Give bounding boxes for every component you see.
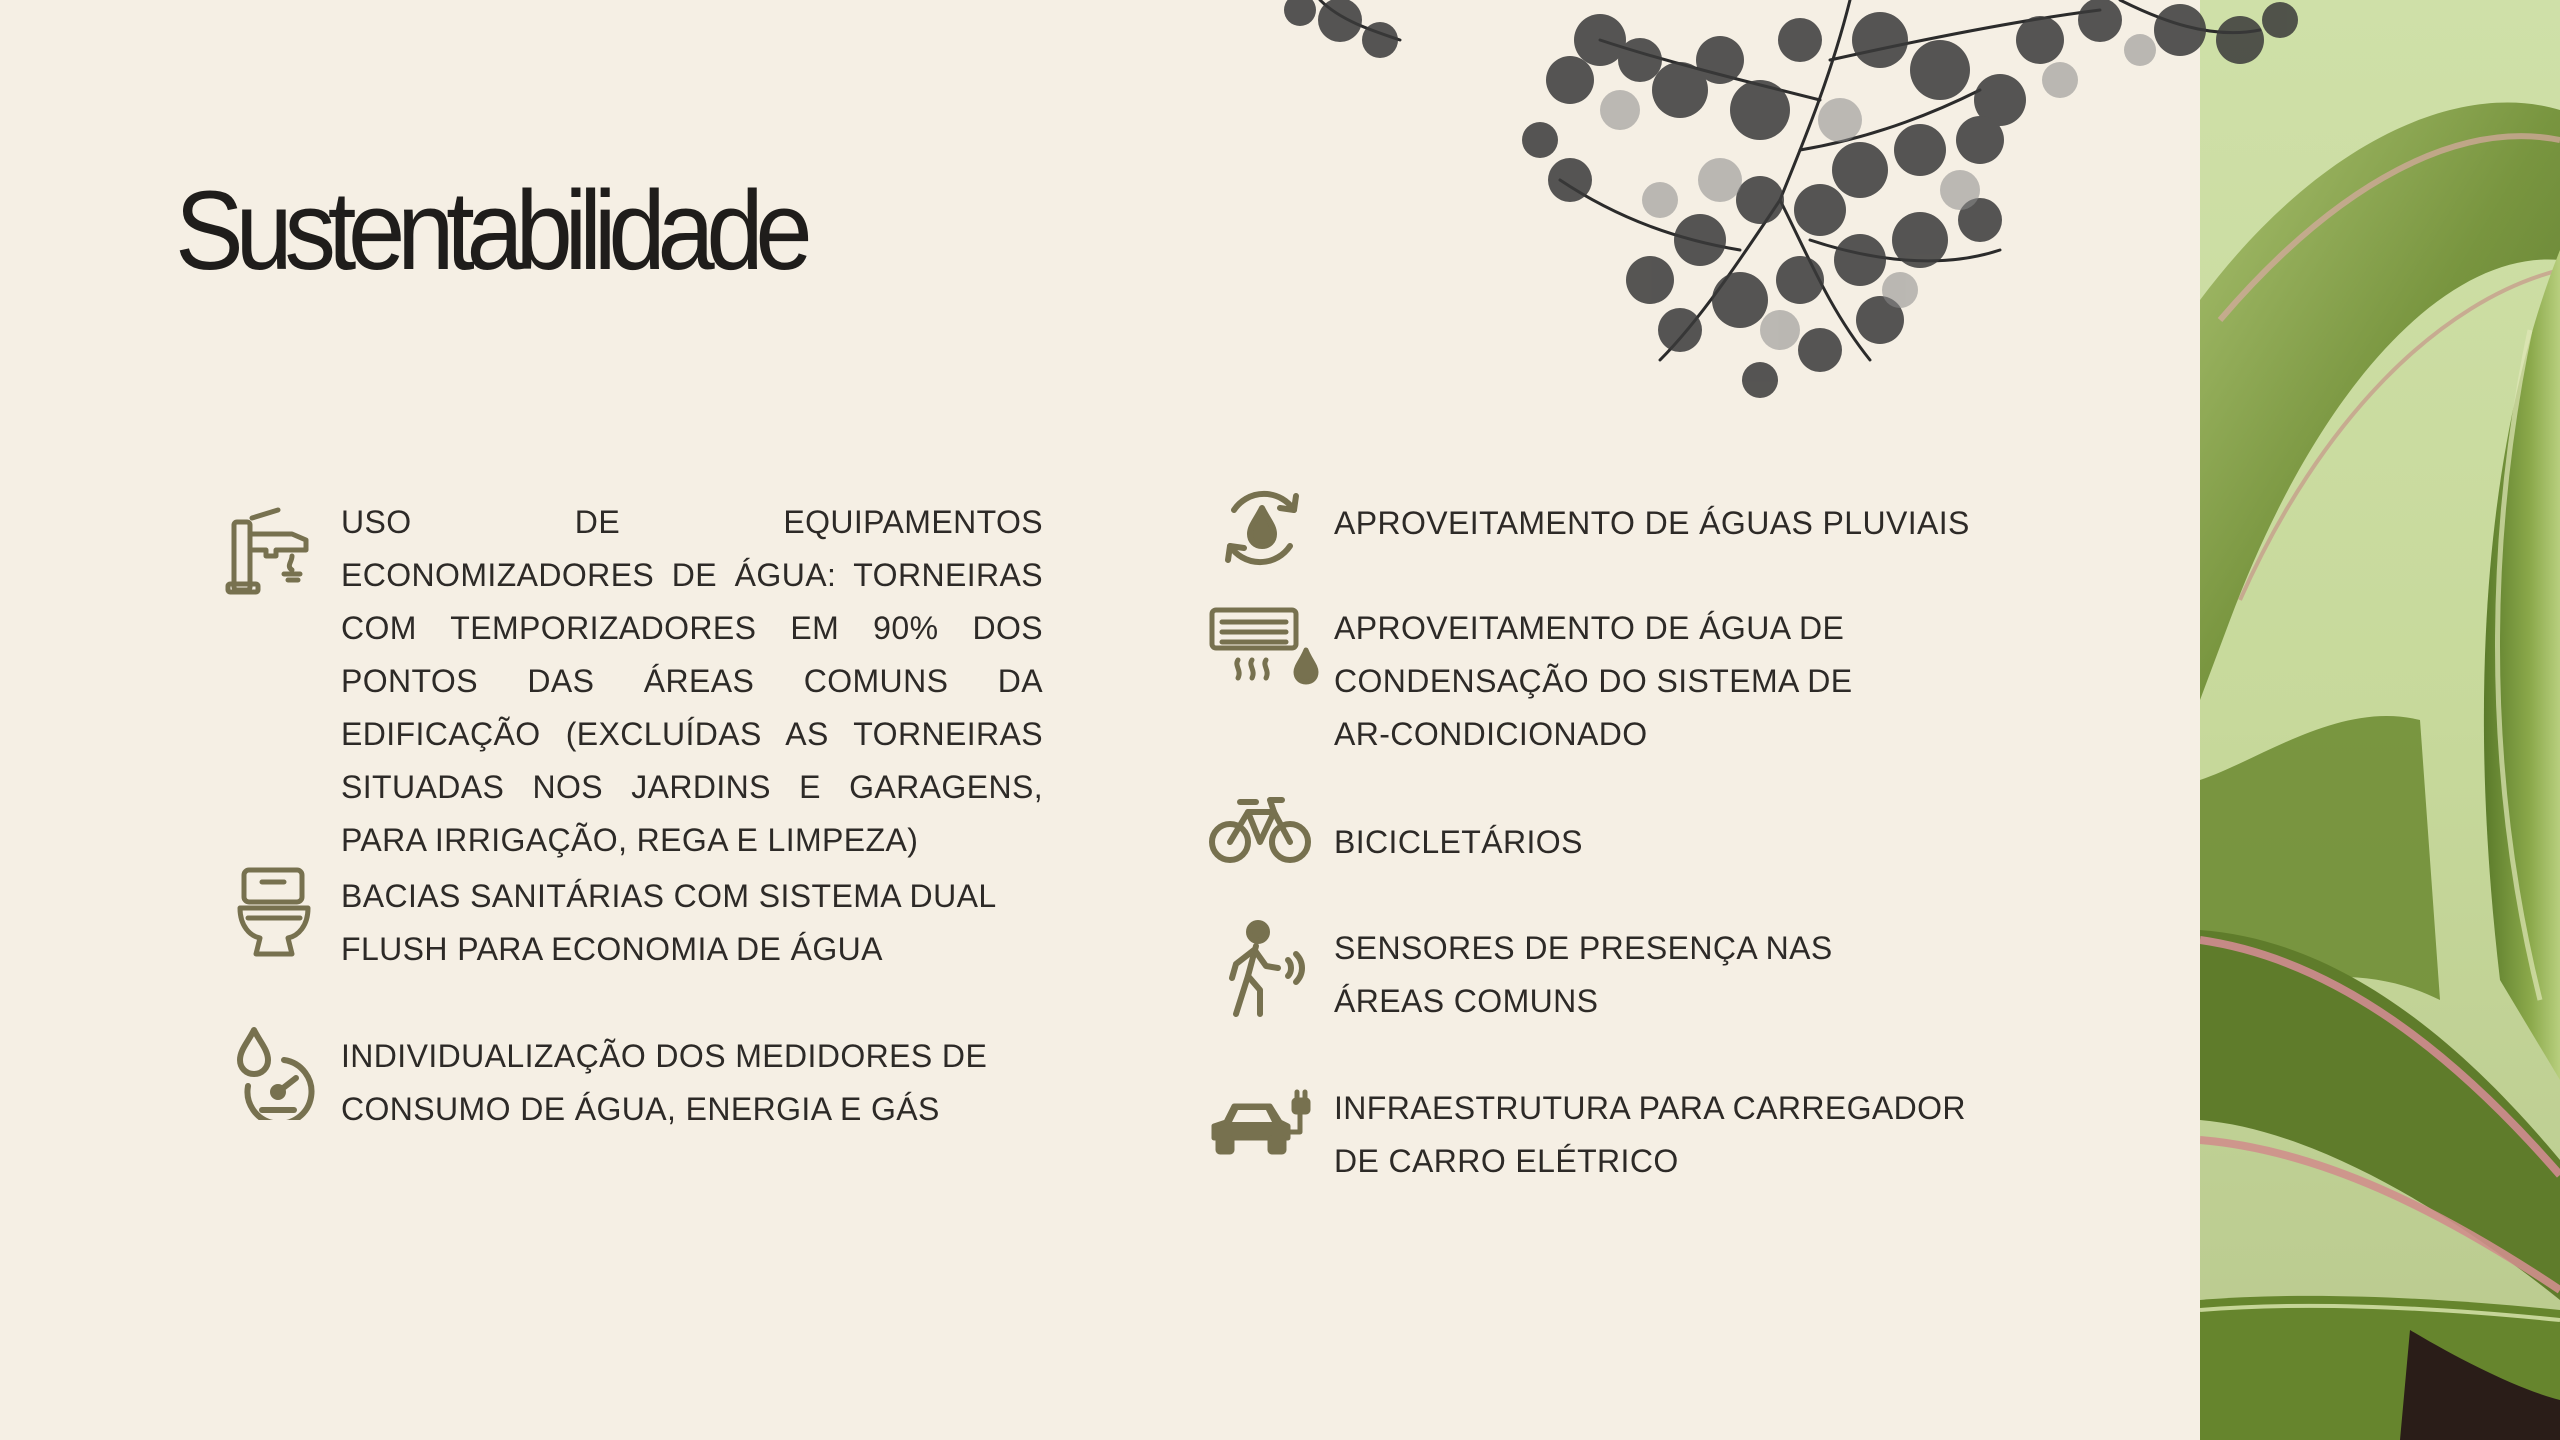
motion-sensor-icon	[1212, 920, 1312, 1020]
list-item-text: SENSORES DE PRESENÇA NAS ÁREAS COMUNS	[1334, 930, 1833, 1019]
list-item-text: APROVEITAMENTO DE ÁGUA DE CONDENSAÇÃO DO SISTEMA DE AR-CONDICIONADO	[1334, 610, 1853, 752]
tree-branches-image	[1220, 0, 2400, 420]
list-item-text: APROVEITAMENTO DE ÁGUAS PLUVIAIS	[1334, 505, 1970, 541]
page-title: Sustentabilidade	[175, 168, 805, 293]
list-item-text: BICICLETÁRIOS	[1334, 824, 1583, 860]
rainwater-recycle-icon	[1214, 480, 1310, 576]
air-conditioner-drop-icon	[1208, 600, 1322, 696]
water-meter-icon	[228, 1024, 324, 1120]
bicycle-icon	[1208, 790, 1312, 870]
list-item-text: BACIAS SANITÁRIAS COM SISTEMA DUAL FLUSH PARA ECONOMIA DE ÁGUA	[341, 878, 996, 967]
list-item-text: INFRAESTRUTURA PARA CARREGADOR DE CARRO ELÉTRICO	[1334, 1090, 1966, 1179]
list-item-text: INDIVIDUALIZAÇÃO DOS MEDIDORES DE CONSUMO DE ÁGUA, ENERGIA E GÁS	[341, 1038, 988, 1127]
toilet-icon	[226, 864, 322, 960]
list-item-text: USO DE EQUIPAMENTOS ECONOMIZADORES DE ÁGUA: TORNEIRAS COM TEMPORIZADORES EM 90% DOS PONTOS DAS ÁREAS COMUNS DA EDIFICAÇÃO (EXCLUÍDAS AS TORNEIRAS SITUADAS NOS JARDINS E GARAGENS, PARA IRRIGAÇÃO, REGA E LIMPEZA)	[341, 504, 1043, 858]
faucet-icon	[222, 500, 318, 596]
ev-charger-car-icon	[1208, 1088, 1318, 1168]
